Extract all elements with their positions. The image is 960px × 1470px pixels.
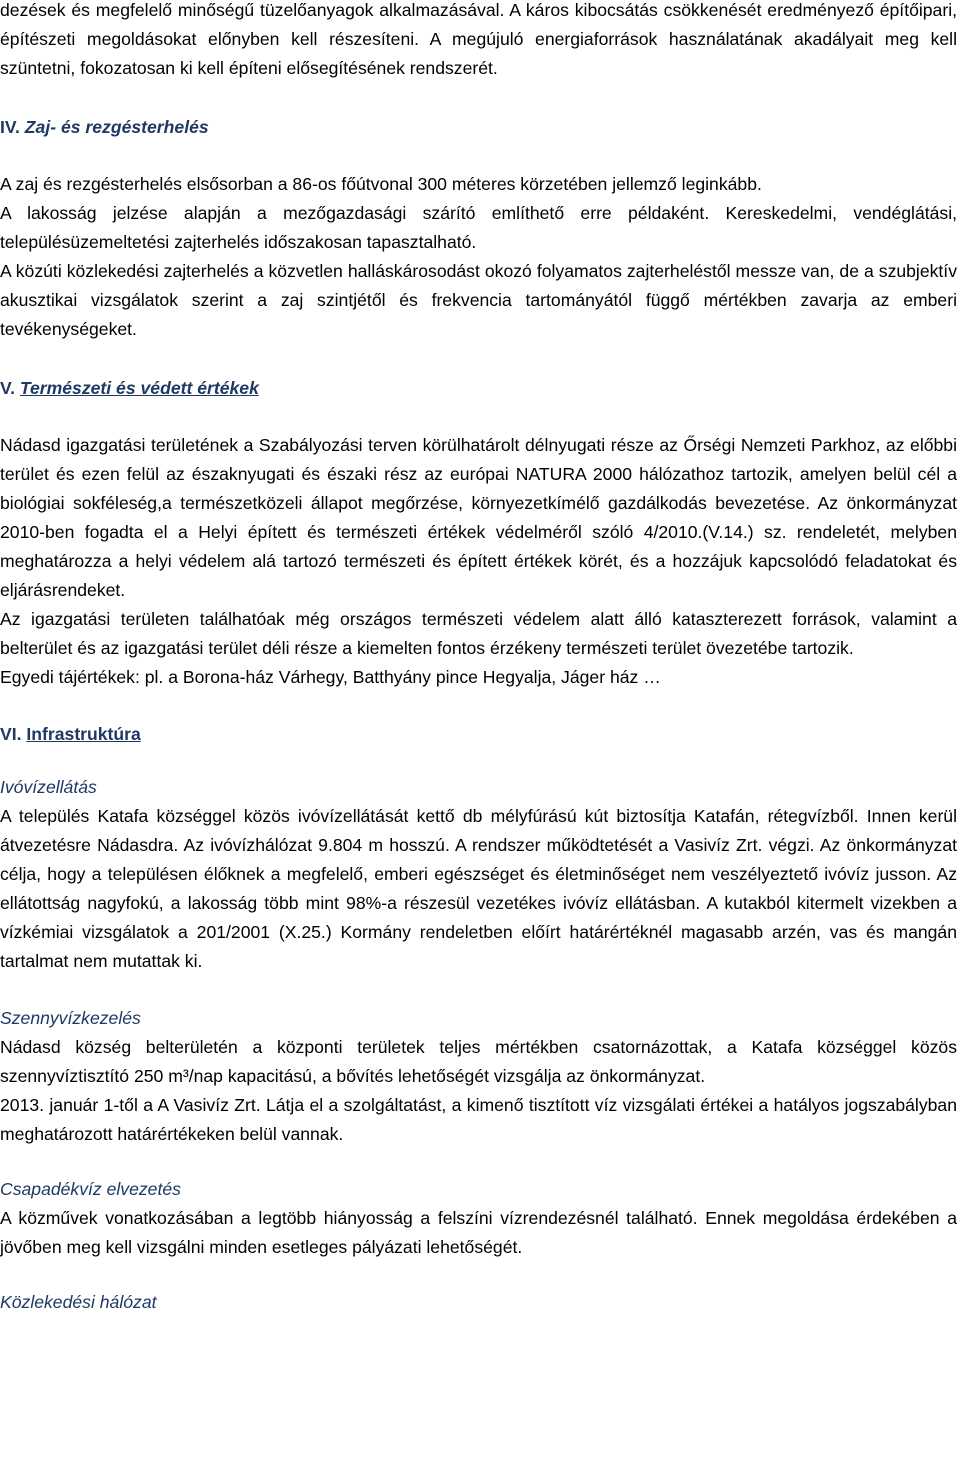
section-title: Infrastruktúra: [26, 724, 141, 744]
intro-paragraph: dezések és megfelelő minőségű tüzelőanyagok alkalmazásával. A káros kibocsátás csökkenését eredményező építőipari, építészeti megoldásokat előnyben kell részesíteni. A megújuló energiaforrások használatának akadályait meg kell szüntetni, fokozatosan ki kell építeni elősegítésének rendszerét.: [0, 0, 957, 78]
sewage-paragraph-1: Nádasd község belterületén a központi területek teljes mértékben csatornázottak, a Katafa községgel közös szennyvíztisztító 250 m³/nap kapacitású, a bővítés lehetőségét vizsgálja az önkormányzat.: [0, 1037, 957, 1086]
sewage-paragraph-2: 2013. január 1-től a A Vasivíz Zrt. Látja el a szolgáltatást, a kimenő tisztított víz vizsgálati értékei a hatályos jogszabályban meghatározott határértékeken belül vannak.: [0, 1095, 957, 1144]
rainwater-paragraph: A közművek vonatkozásában a legtöbb hiányosság a felszíni vízrendezésnél található. Ennek megoldása érdekében a jövőben meg kell vizsgálni minden esetleges pályázati lehetőségét.: [0, 1208, 957, 1257]
subheading-rainwater: Csapadékvíz elvezetés: [0, 1179, 181, 1199]
noise-paragraph-2: A lakosság jelzése alapján a mezőgazdasági szárító említhető erre példaként. Kereskedelmi, vendéglátási, településüzemeltetési zajterhelés időszakosan tapasztalható.: [0, 203, 957, 252]
section-number: IV.: [0, 117, 20, 137]
nature-paragraph-1: Nádasd igazgatási területének a Szabályozási terven körülhatárolt délnyugati része az Őrségi Nemzeti Parkhoz, az előbbi terület és ezen felül az északnyugati és északi rész az európai NATURA 2000 hálózathoz tartozik, amelyen belül cél a biológiai sokféleség,a természetközeli állapot megőrzése, környezetkímélő gazdálkodás bevezetése. Az önkormányzat 2010-ben fogadta el a Helyi épített és természeti értékek védelméről szóló 4/2010.(V.14.) sz. rendeletét, melyben meghatározza a helyi védelem alá tartozó természeti és épített értékek körét, és a hozzájuk kapcsolódó feladatokat és eljárásrendeket.: [0, 435, 957, 600]
subheading-sewage: Szennyvízkezelés: [0, 1008, 141, 1028]
subheading-water-supply: Ivóvízellátás: [0, 777, 97, 797]
nature-paragraph-2: Az igazgatási területen találhatóak még országos természeti védelem alatt álló kataszterezett források, valamint a belterület és az igazgatási terület déli része a kiemelten fontos érzékeny természeti terület övezetébe tartozik.: [0, 609, 957, 658]
section-heading-noise: [0, 113, 957, 142]
noise-paragraph-3: A közúti közlekedési zajterhelés a közvetlen halláskárosodást okozó folyamatos zajterheléstől messze van, de a szubjektív akusztikai vizsgálatok szerint a zaj szintjétől és frekvencia tartományától függő mértékben zavarja az emberi tevékenységeket.: [0, 261, 957, 339]
section-heading-infrastructure: [0, 720, 957, 749]
nature-paragraph-3: Egyedi tájértékek: pl. a Borona-ház Várhegy, Batthyány pince Hegyalja, Jáger ház …: [0, 667, 661, 687]
subheading-transport: Közlekedési hálózat: [0, 1292, 157, 1312]
water-supply-paragraph: A település Katafa községgel közös ivóvízellátását kettő db mélyfúrású kút biztosítja Katafán, rétegvízből. Innen kerül átvezetésre Nádasdra. Az ivóvízhálózat 9.804 m hosszú. A rendszer működtetését a Vasivíz Zrt. végzi. Az önkormányzat célja, hogy a településen élőknek a megfelelő, emberi egészséget és életminőséget nem veszélyeztető ivóvíz jusson. Az ellátottság nagyfokú, a lakosság több mint 98%-a részesül vezetékes ivóvíz ellátásban. A kutakból kitermelt vizekben a vízkémiai vizsgálatok a 201/2001 (X.25.) Kormány rendeletben előírt határértéknél magasabb arzén, vas és mangán tartalmat nem mutattak ki.: [0, 806, 957, 971]
section-title: Zaj- és rezgésterhelés: [24, 117, 209, 137]
noise-paragraph-1: A zaj és rezgésterhelés elsősorban a 86-os főútvonal 300 méteres körzetében jellemző leginkább.: [0, 174, 762, 194]
section-title: Természeti és védett értékek: [19, 378, 259, 398]
section-heading-nature: [0, 374, 957, 403]
section-number: VI.: [0, 724, 22, 744]
section-number: V.: [0, 378, 16, 398]
